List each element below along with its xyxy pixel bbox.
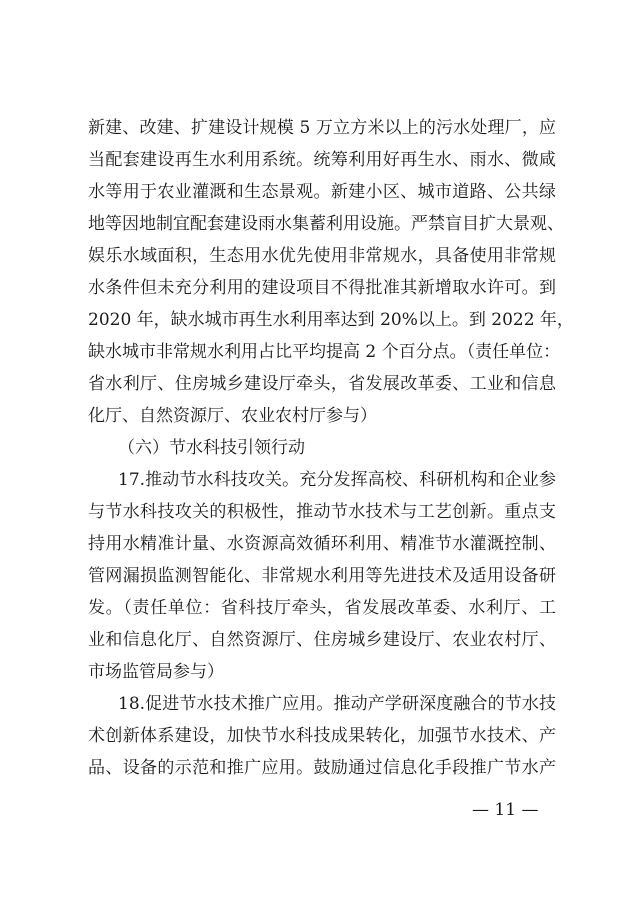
body-text-line: 缺水城市非常规水利用占比平均提高 2 个百分点。（责任单位： [88, 342, 561, 362]
body-text-line: 水等用于农业灌溉和生态景观。新建小区、城市道路、公共绿 [88, 182, 556, 202]
body-text-line: 水条件但未充分利用的建设项目不得批准其新增取水许可。到 [88, 278, 556, 298]
body-text-line: 品、设备的示范和推广应用。鼓励通过信息化手段推广节水产 [88, 758, 556, 778]
body-text-line: 发。（责任单位：省科技厅牵头，省发展改革委、水利厅、工 [88, 598, 556, 618]
body-text-line: 当配套建设再生水利用系统。统筹利用好再生水、雨水、微咸 [88, 150, 556, 170]
body-text-line: 持用水精准计量、水资源高效循环利用、精准节水灌溉控制、 [88, 534, 556, 554]
body-text-line: 2020 年，缺水城市再生水利用率达到 20%以上。到 2022 年， [88, 310, 574, 330]
body-text-line: 与节水科技攻关的积极性，推动节水技术与工艺创新。重点支 [88, 502, 556, 522]
body-text-line: 娱乐水域面积，生态用水优先使用非常规水，具备使用非常规 [88, 246, 556, 266]
page-number: — 11 — [472, 800, 539, 820]
paragraph-first-line: 17.推动节水科技攻关。充分发挥高校、科研机构和企业参 [118, 470, 556, 490]
section-heading: （六）节水科技引领行动 [118, 438, 305, 458]
body-text-line: 化厅、自然资源厅、农业农村厅参与） [88, 406, 377, 426]
body-text-line: 新建、改建、扩建设计规模 5 万立方米以上的污水处理厂，应 [88, 118, 556, 138]
body-text-line: 术创新体系建设，加快节水科技成果转化，加强节水技术、产 [88, 726, 556, 746]
body-text-line: 市场监管局参与） [88, 662, 224, 682]
body-text-line: 业和信息化厅、自然资源厅、住房城乡建设厅、农业农村厅、 [88, 630, 556, 650]
body-text-line: 地等因地制宜配套建设雨水集蓄利用设施。严禁盲目扩大景观、 [88, 214, 564, 234]
paragraph-first-line: 18.促进节水技术推广应用。推动产学研深度融合的节水技 [118, 694, 556, 714]
body-text-line: 管网漏损监测智能化、非常规水利用等先进技术及适用设备研 [88, 566, 556, 586]
body-text-line: 省水利厅、住房城乡建设厅牵头，省发展改革委、工业和信息 [88, 374, 556, 394]
